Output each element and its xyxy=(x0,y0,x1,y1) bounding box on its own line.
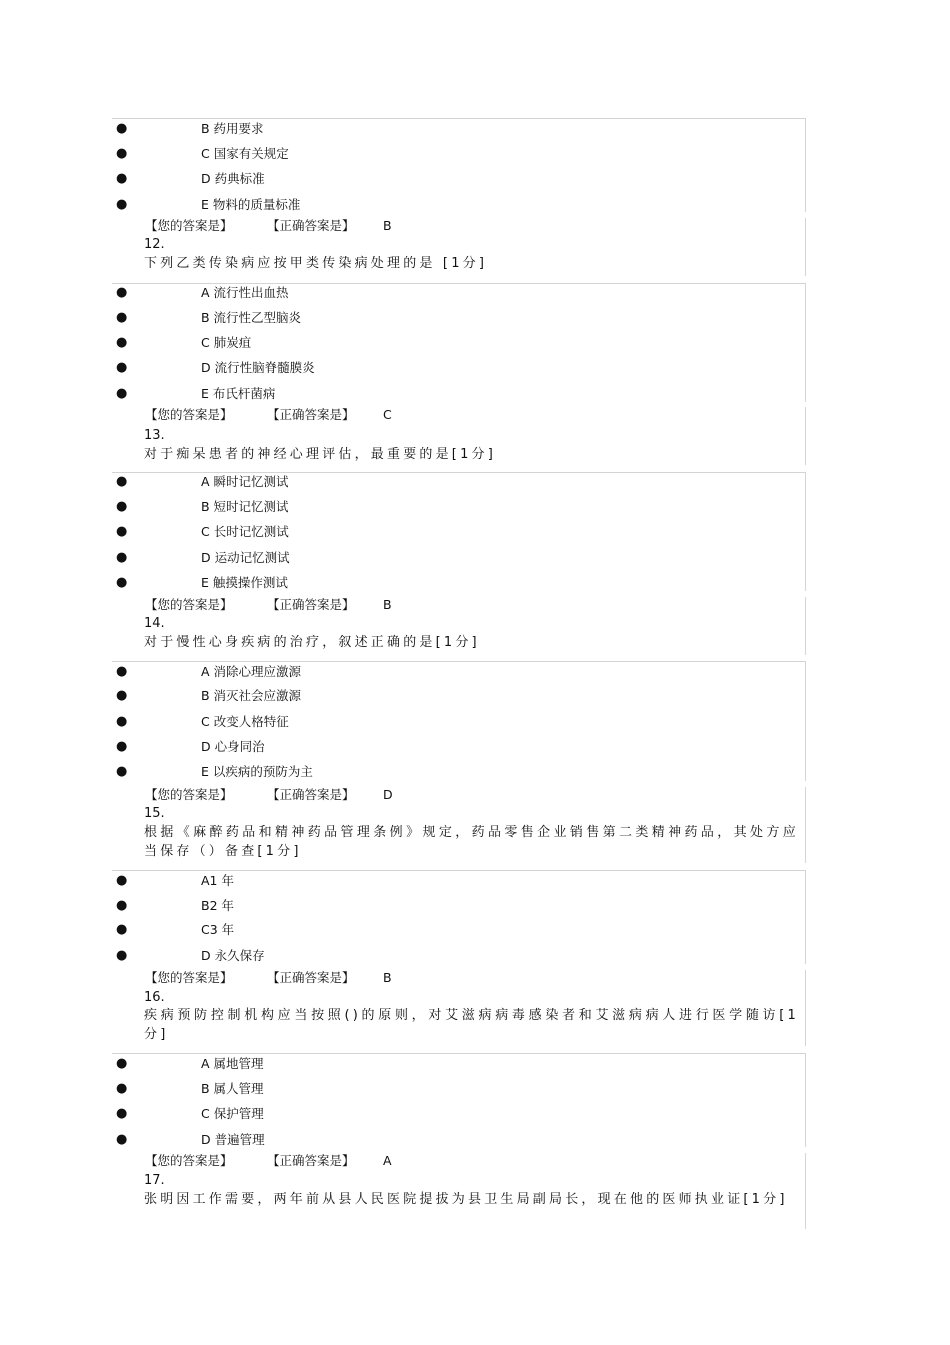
correct-answer-label: 【正确答案是】 xyxy=(267,218,355,233)
option-label: B 流行性乙型脑炎 xyxy=(201,310,302,325)
option-item[interactable] xyxy=(112,385,805,403)
options-group-q15 xyxy=(112,870,806,964)
option-label: B 消灭社会应激源 xyxy=(201,688,302,703)
answer-row xyxy=(145,787,393,803)
option-item[interactable] xyxy=(112,1131,805,1149)
question-text: 根据《麻醉药品和精神药品管理条例》规定，药品零售企业销售第二类精神药品，其处方应当保存（）备查[1分] xyxy=(144,825,799,859)
question-block-12 xyxy=(139,218,806,276)
option-item[interactable] xyxy=(112,334,805,352)
answer-row xyxy=(145,970,392,986)
option-label: D 心身同治 xyxy=(201,739,265,754)
answer-row xyxy=(145,1153,392,1169)
bullet-icon: ● xyxy=(116,550,128,565)
bullet-icon: ● xyxy=(116,146,128,161)
bullet-icon: ● xyxy=(116,739,128,754)
correct-answer-value: A xyxy=(383,1153,392,1168)
option-label: E 物料的质量标准 xyxy=(201,197,301,212)
correct-answer-label: 【正确答案是】 xyxy=(267,787,355,802)
option-item[interactable] xyxy=(112,196,805,214)
option-label: C 改变人格特征 xyxy=(201,714,289,729)
bullet-icon: ● xyxy=(116,1132,128,1147)
options-group-q11 xyxy=(112,118,806,212)
option-item[interactable] xyxy=(112,663,805,681)
option-item[interactable] xyxy=(112,713,805,731)
question-number: 14. xyxy=(144,616,165,631)
option-label: B 短时记忆测试 xyxy=(201,499,289,514)
option-item[interactable] xyxy=(112,1105,805,1123)
option-label: A 流行性出血热 xyxy=(201,285,289,300)
bullet-icon: ● xyxy=(116,171,128,186)
option-label: C 长时记忆测试 xyxy=(201,524,289,539)
option-item[interactable] xyxy=(112,498,805,516)
question-text: 下列乙类传染病应按甲类传染病处理的是 [1分] xyxy=(144,256,488,271)
question-number: 16. xyxy=(144,990,165,1005)
option-item[interactable] xyxy=(112,359,805,377)
your-answer-label: 【您的答案是】 xyxy=(145,218,233,233)
bullet-icon: ● xyxy=(116,873,128,888)
question-text: 对于痴呆患者的神经心理评估，最重要的是[1分] xyxy=(144,447,497,462)
option-label: A 瞬时记忆测试 xyxy=(201,474,289,489)
option-label: A1 年 xyxy=(201,873,234,888)
option-item[interactable] xyxy=(112,574,805,592)
correct-answer-label: 【正确答案是】 xyxy=(267,1153,355,1168)
bullet-icon: ● xyxy=(116,121,128,136)
bullet-icon: ● xyxy=(116,898,128,913)
option-item[interactable] xyxy=(112,309,805,327)
bullet-icon: ● xyxy=(116,310,128,325)
option-item[interactable] xyxy=(112,687,805,705)
option-label: A 消除心理应激源 xyxy=(201,664,302,679)
correct-answer-value: B xyxy=(383,218,392,233)
option-item[interactable] xyxy=(112,897,805,915)
option-item[interactable] xyxy=(112,549,805,567)
correct-answer-label: 【正确答案是】 xyxy=(267,407,355,422)
bullet-icon: ● xyxy=(116,285,128,300)
bullet-icon: ● xyxy=(116,524,128,539)
your-answer-label: 【您的答案是】 xyxy=(145,597,233,612)
option-label: B2 年 xyxy=(201,898,235,913)
your-answer-label: 【您的答案是】 xyxy=(145,787,233,802)
bullet-icon: ● xyxy=(116,360,128,375)
option-item[interactable] xyxy=(112,145,805,163)
bullet-icon: ● xyxy=(116,714,128,729)
option-item[interactable] xyxy=(112,473,805,491)
option-item[interactable] xyxy=(112,1055,805,1073)
correct-answer-value: D xyxy=(383,787,393,802)
option-label: D 药典标准 xyxy=(201,171,265,186)
options-group-q16 xyxy=(112,1053,806,1147)
bullet-icon: ● xyxy=(116,948,128,963)
option-label: C 保护管理 xyxy=(201,1106,264,1121)
options-group-q12 xyxy=(112,283,806,402)
option-label: D 普遍管理 xyxy=(201,1132,265,1147)
option-label: E 触摸操作测试 xyxy=(201,575,288,590)
option-item[interactable] xyxy=(112,763,805,781)
question-text: 张明因工作需要，两年前从县人民医院提拔为县卫生局副局长，现在他的医师执业证[1分] xyxy=(144,1192,788,1207)
bullet-icon: ● xyxy=(116,386,128,401)
options-group-q14 xyxy=(112,661,806,781)
option-label: C 肺炭疽 xyxy=(201,335,252,350)
option-label: D 运动记忆测试 xyxy=(201,550,290,565)
answer-row xyxy=(145,407,392,423)
option-label: B 属人管理 xyxy=(201,1081,264,1096)
correct-answer-label: 【正确答案是】 xyxy=(267,597,355,612)
option-label: C3 年 xyxy=(201,922,235,937)
bullet-icon: ● xyxy=(116,197,128,212)
bullet-icon: ● xyxy=(116,335,128,350)
question-block-13 xyxy=(139,407,806,465)
correct-answer-label: 【正确答案是】 xyxy=(267,970,355,985)
option-label: E 以疾病的预防为主 xyxy=(201,764,313,779)
your-answer-label: 【您的答案是】 xyxy=(145,407,233,422)
your-answer-label: 【您的答案是】 xyxy=(145,1153,233,1168)
correct-answer-value: B xyxy=(383,970,392,985)
your-answer-label: 【您的答案是】 xyxy=(145,970,233,985)
question-block-15 xyxy=(139,787,806,863)
option-item[interactable] xyxy=(112,738,805,756)
correct-answer-value: B xyxy=(383,597,392,612)
option-label: B 药用要求 xyxy=(201,121,264,136)
option-item[interactable] xyxy=(112,120,805,138)
options-group-q13 xyxy=(112,472,806,591)
option-item[interactable] xyxy=(112,872,805,890)
bullet-icon: ● xyxy=(116,1056,128,1071)
question-number: 17. xyxy=(144,1173,165,1188)
option-label: E 布氏杆菌病 xyxy=(201,386,276,401)
option-item[interactable] xyxy=(112,921,805,939)
option-label: A 属地管理 xyxy=(201,1056,264,1071)
bullet-icon: ● xyxy=(116,664,128,679)
question-number: 12. xyxy=(144,237,165,252)
option-item[interactable] xyxy=(112,170,805,188)
question-number: 15. xyxy=(144,806,165,821)
option-item[interactable] xyxy=(112,1080,805,1098)
question-block-16 xyxy=(139,970,806,1046)
bullet-icon: ● xyxy=(116,764,128,779)
question-text: 疾病预防控制机构应当按照()的原则，对艾滋病病毒感染者和艾滋病病人进行医学随访[1分] xyxy=(144,1008,799,1042)
bullet-icon: ● xyxy=(116,474,128,489)
option-item[interactable] xyxy=(112,947,805,965)
bullet-icon: ● xyxy=(116,575,128,590)
question-number: 13. xyxy=(144,428,165,443)
question-block-17 xyxy=(139,1153,806,1229)
option-label: D 流行性脑脊髓膜炎 xyxy=(201,360,315,375)
correct-answer-value: C xyxy=(383,407,392,422)
option-label: D 永久保存 xyxy=(201,948,265,963)
question-block-14 xyxy=(139,597,806,655)
bullet-icon: ● xyxy=(116,922,128,937)
answer-row xyxy=(145,597,392,613)
answer-row xyxy=(145,218,392,234)
option-label: C 国家有关规定 xyxy=(201,146,289,161)
bullet-icon: ● xyxy=(116,1106,128,1121)
bullet-icon: ● xyxy=(116,1081,128,1096)
option-item[interactable] xyxy=(112,284,805,302)
question-text: 对于慢性心身疾病的治疗，叙述正确的是[1分] xyxy=(144,635,480,650)
bullet-icon: ● xyxy=(116,499,128,514)
bullet-icon: ● xyxy=(116,688,128,703)
option-item[interactable] xyxy=(112,523,805,541)
